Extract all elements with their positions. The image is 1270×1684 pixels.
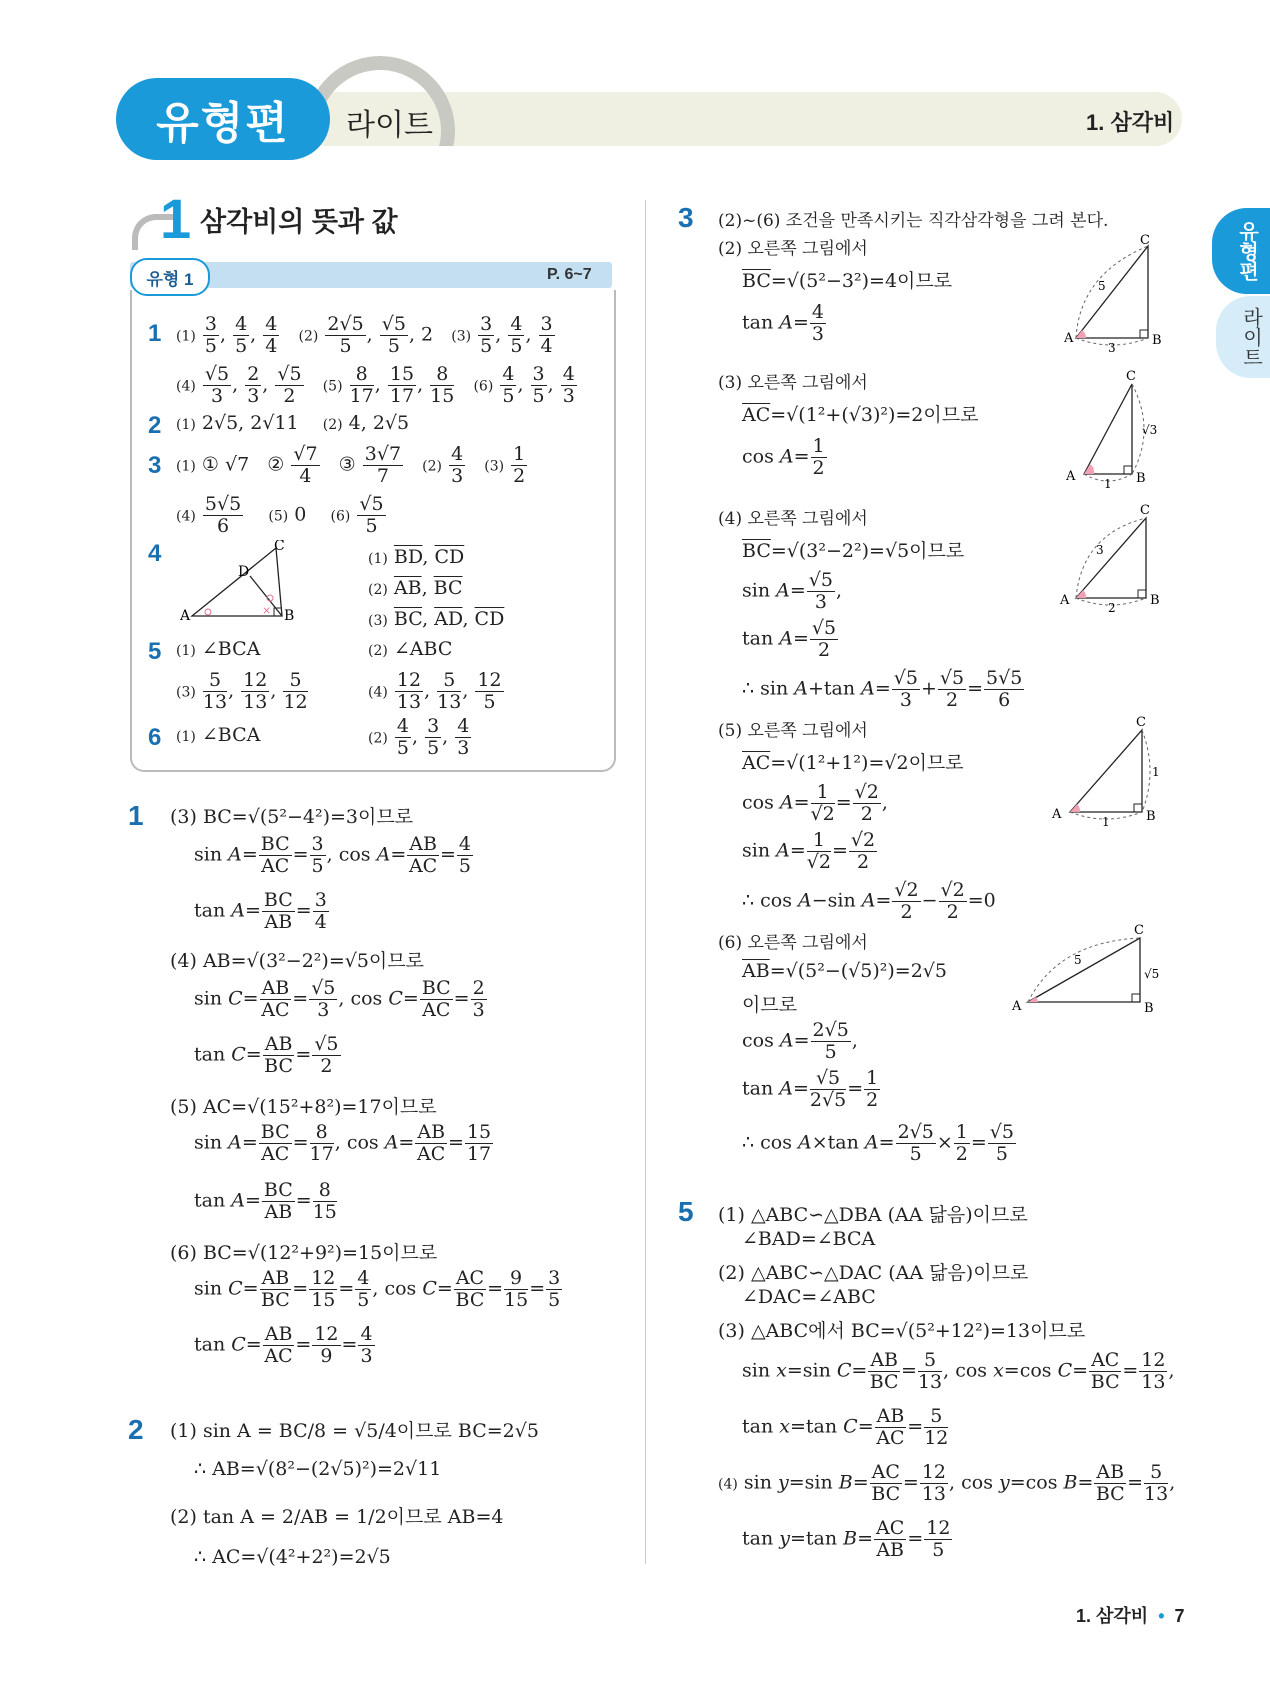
sol3-part6-l5: ∴ cos A×tan A= $\frac{2√5}{5}$ × $\frac{1}{2}$ = $\frac{√5}{5}$	[742, 1121, 1014, 1165]
type-pages: P. 6~7	[547, 266, 592, 283]
sol2-line1: (1) sin A = BC/8 = √5/4이므로 BC=2√5	[170, 1420, 539, 1442]
side-tab-active[interactable]: 유형편	[1212, 208, 1270, 294]
sol3-part5-l2: cos A= $\frac{1}{√2}$ = $\frac{√2}{2}$ ,	[742, 781, 888, 825]
svg-text:3: 3	[1096, 543, 1104, 557]
sol2-line2: ∴ AB=√(8²−(2√5)²)=2√11	[194, 1458, 442, 1480]
svg-text:C: C	[1126, 370, 1136, 384]
svg-text:3: 3	[1108, 341, 1116, 354]
solution-number: 1	[128, 800, 144, 831]
sol5-line1: (1) △ABC∽△DBA (AA 닮음)이므로	[718, 1204, 1028, 1226]
column-divider	[645, 200, 646, 1564]
sol1-part5-sincos: sin A= $\frac{BC}{AC}$ = $\frac{8}{17}$ , cos A= $\frac{AB}{AC}$ = $\frac{15}{17}$	[194, 1121, 492, 1165]
answer-number: 3	[148, 452, 162, 479]
svg-text:A: A	[180, 608, 191, 620]
answer-5-line3: (3) $\frac{5}{13}$ , $\frac{12}{13}$ , $\frac{5}{12}$	[176, 669, 308, 713]
sol3-part5-head: (5) 오른쪽 그림에서	[718, 721, 868, 741]
sol1-part4-head: (4) AB=√(3²−2²)=√5이므로	[170, 950, 424, 972]
sol1-part3-sincos: sin A= $\frac{BC}{AC}$ = $\frac{3}{5}$ , cos A= $\frac{AB}{AC}$ = $\frac{4}{5}$	[194, 833, 471, 877]
triangle-figure-3-3	[1060, 370, 1170, 490]
svg-text:C: C	[1136, 715, 1146, 730]
footer-dot-icon: •	[1153, 1606, 1170, 1626]
answer-1-row1: (1) $\frac{3}{5}$ , $\frac{4}{5}$ , $\frac{4}{4}$ (2) $\frac{2√5}{5}$ , $\frac{√5}{5}$ , 2 (3) $\frac{3}{5}$ , $\frac{4}{5}$ , $\frac{3}{4}$	[176, 313, 553, 357]
sol3-part3-head: (3) 오른쪽 그림에서	[718, 373, 868, 393]
svg-text:5: 5	[1098, 279, 1106, 293]
svg-text:B: B	[1146, 809, 1156, 824]
sol3-part3-l1: $\overline{AC}=√(1^2+(√3)^2)=2$이므로	[742, 404, 979, 426]
solution-number: 3	[678, 202, 694, 233]
section-title: 삼각비의 뜻과 값	[200, 207, 398, 237]
svg-text:B: B	[1150, 593, 1160, 608]
side-tab-inactive[interactable]: 라이트	[1216, 296, 1270, 378]
svg-text:C: C	[1140, 504, 1150, 518]
sol1-part5-tan: tan A= $\frac{BC}{AB}$ = $\frac{8}{15}$	[194, 1179, 337, 1223]
sol3-part5-l3: sin A= $\frac{1}{√2}$ = $\frac{√2}{2}$	[742, 829, 876, 873]
sol5-line3: (2) △ABC∽△DAC (AA 닮음)이므로	[718, 1262, 1029, 1284]
sol5-line4: ∠DAC=∠ABC	[742, 1286, 876, 1308]
footer-page-number: 7	[1174, 1606, 1185, 1626]
svg-text:×: ×	[262, 604, 272, 617]
svg-text:A: A	[1060, 593, 1070, 608]
svg-text:B: B	[1136, 471, 1146, 486]
sol3-part4-l2: sin A= $\frac{√5}{3}$ ,	[742, 569, 843, 613]
sol5-line9: tan y=tan B= $\frac{AC}{AB}$ = $\frac{12}{5}$	[742, 1517, 951, 1561]
answer-3-row1: (1) ① √7 ② $\frac{√7}{4}$ ③ $\frac{3√7}{7}$ (2) $\frac{4}{3}$ (3) $\frac{1}{2}$	[176, 443, 526, 487]
type-label: 유형 1	[130, 258, 210, 296]
svg-text:1: 1	[1104, 477, 1112, 490]
sol1-part4-tan: tan C= $\frac{AB}{BC}$ = $\frac{√5}{2}$	[194, 1033, 339, 1077]
sol3-part2-l2: tan A= $\frac{4}{3}$	[742, 301, 824, 345]
sol3-part2-l1: $\overline{BC}=√(5^2-3^2)=4$이므로	[742, 270, 953, 292]
svg-text:B: B	[284, 608, 295, 620]
sol5-line6: sin x=sin C= $\frac{AB}{BC}$ = $\frac{5}{13}$ , cos x=cos C= $\frac{AC}{BC}$ = $\frac{12}{13}$ ,	[742, 1349, 1175, 1393]
section-number: 1	[160, 187, 192, 250]
answer-4-line2: (2) $\overline{AB}$, $\overline{BC}$	[368, 577, 463, 599]
triangle-figure-q4	[176, 540, 296, 620]
svg-text:√5: √5	[1144, 967, 1160, 981]
sol3-part4-l4: ∴ sin A+tan A= $\frac{√5}{3}$ + $\frac{√5}{2}$ = $\frac{5√5}{6}$	[742, 667, 1023, 711]
sol5-line2: ∠BAD=∠BCA	[742, 1228, 876, 1250]
answer-5-line4: (4) $\frac{12}{13}$ , $\frac{5}{13}$ , $\frac{12}{5}$	[368, 669, 502, 713]
answer-1-row2: (4) $\frac{√5}{3}$ , $\frac{2}{3}$ , $\frac{√5}{2}$ (5) $\frac{8}{17}$ , $\frac{15}{17}$ , $\frac{8}{15}$ (6) $\frac{4}{5}$ , $\frac{3}{5}$ , $\frac{4}{3}$	[176, 363, 575, 407]
header-badge: 유형편	[116, 78, 330, 160]
solution-number: 2	[128, 1414, 144, 1445]
sol2-line4: ∴ AC=√(4²+2²)=2√5	[194, 1546, 391, 1568]
header-chapter: 1. 삼각비	[1086, 110, 1175, 135]
answer-number: 5	[148, 638, 162, 665]
answer-number: 2	[148, 412, 162, 439]
sol3-part5-l4: ∴ cos A−sin A= $\frac{√2}{2}$ − $\frac{√2}{2}$ =0	[742, 879, 996, 923]
sol1-part3-tan: tan A= $\frac{BC}{AB}$ = $\frac{3}{4}$	[194, 889, 327, 933]
svg-text:A: A	[1012, 999, 1022, 1014]
sol3-part6-l3: cos A= $\frac{2√5}{5}$ ,	[742, 1019, 858, 1063]
sol2-line3: (2) tan A = 2/AB = 1/2이므로 AB=4	[170, 1506, 504, 1528]
answer-5-line2: (2) ∠ABC	[368, 638, 453, 660]
sol3-part6-l2: 이므로	[742, 994, 798, 1016]
triangle-figure-3-5	[1046, 712, 1166, 830]
svg-text:C: C	[274, 540, 285, 554]
sol5-line5: (3) △ABC에서 BC=√(5²+12²)=13이므로	[718, 1320, 1086, 1342]
svg-text:B: B	[1144, 1001, 1154, 1014]
svg-text:A: A	[1064, 331, 1074, 346]
answer-3-row2: (4) $\frac{5√5}{6}$ (5) 0 (6) $\frac{√5}{5}$	[176, 493, 384, 537]
page-footer	[1076, 1602, 1185, 1628]
sol1-part6-head: (6) BC=√(12²+9²)=15이므로	[170, 1242, 438, 1264]
answer-number: 4	[148, 540, 162, 567]
sol1-part6-tan: tan C= $\frac{AB}{AC}$ = $\frac{12}{9}$ = $\frac{4}{3}$	[194, 1323, 373, 1367]
answer-5-line1: (1) ∠BCA	[176, 638, 261, 660]
svg-text:A: A	[1052, 807, 1062, 822]
answer-number: 1	[148, 320, 162, 347]
svg-text:1: 1	[1102, 815, 1110, 829]
sol1-part3-head: (3) BC=√(5²−4²)=3이므로	[170, 806, 414, 828]
sol5-line8: (4) sin y=sin B= $\frac{AC}{BC}$ = $\frac{12}{13}$ , cos y=cos B= $\frac{AB}{BC}$ = $\frac{5}{13}$ ,	[718, 1461, 1176, 1505]
svg-text:C: C	[1134, 924, 1144, 938]
sol3-part6-l4: tan A= $\frac{√5}{2√5}$ = $\frac{1}{2}$	[742, 1067, 879, 1111]
answer-6-line2: (2) $\frac{4}{5}$ , $\frac{3}{5}$ , $\frac{4}{3}$	[368, 715, 470, 759]
answer-4-line3: (3) $\overline{BC}$, $\overline{AD}$, $\overline{CD}$	[368, 608, 505, 630]
sol1-part6-sincos: sin C= $\frac{AB}{BC}$ = $\frac{12}{15}$ = $\frac{4}{5}$ , cos C= $\frac{AC}{BC}$ = $\frac{9}{15}$ = $\frac{3}{5}$	[194, 1267, 561, 1311]
answer-2: (1) 2√5, 2√11 (2) 4, 2√5	[176, 412, 410, 434]
svg-text:A: A	[1066, 469, 1076, 484]
svg-text:2: 2	[1108, 601, 1116, 614]
sol3-part6-l1: $\overline{AB}=√(5^2-(√5)^2)=2√5$	[742, 960, 948, 982]
sol3-part3-l2: cos A= $\frac{1}{2}$	[742, 435, 825, 479]
triangle-figure-3-4	[1054, 504, 1174, 614]
svg-text:C: C	[1140, 234, 1150, 248]
svg-text:√3: √3	[1142, 423, 1158, 437]
svg-text:D: D	[238, 564, 250, 580]
svg-text:B: B	[1152, 333, 1162, 348]
triangle-figure-3-2	[1060, 234, 1170, 354]
solution-number: 5	[678, 1196, 694, 1227]
answer-4-line1: (1) $\overline{BD}$, $\overline{CD}$	[368, 546, 465, 568]
svg-text:5: 5	[1074, 953, 1082, 967]
sol3-part6-head: (6) 오른쪽 그림에서	[718, 933, 868, 953]
sol3-part4-l1: $\overline{BC}=√(3^2-2^2)=√5$이므로	[742, 540, 965, 562]
header-subtitle: 라이트	[346, 109, 433, 142]
footer-chapter: 1. 삼각비	[1076, 1606, 1149, 1626]
sol3-part4-head: (4) 오른쪽 그림에서	[718, 509, 868, 529]
answer-number: 6	[148, 724, 162, 751]
sol1-part4-sincos: sin C= $\frac{AB}{AC}$ = $\frac{√5}{3}$ , cos C= $\frac{BC}{AC}$ = $\frac{2}{3}$	[194, 977, 485, 1021]
svg-text:1: 1	[1152, 765, 1160, 779]
answer-6-line1: (1) ∠BCA	[176, 724, 261, 746]
sol5-line7: tan x=tan C= $\frac{AB}{AC}$ = $\frac{5}{12}$	[742, 1405, 949, 1449]
sol3-part4-l3: tan A= $\frac{√5}{2}$	[742, 617, 837, 661]
sol1-part5-head: (5) AC=√(15²+8²)=17이므로	[170, 1096, 437, 1118]
sol3-intro: (2)~(6) 조건을 만족시키는 직각삼각형을 그려 본다.	[718, 211, 1109, 231]
sol3-part2-head: (2) 오른쪽 그림에서	[718, 239, 868, 259]
triangle-figure-3-6	[1008, 924, 1178, 1014]
sol3-part5-l1: $\overline{AC}=√(1^2+1^2)=√2$이므로	[742, 752, 964, 774]
